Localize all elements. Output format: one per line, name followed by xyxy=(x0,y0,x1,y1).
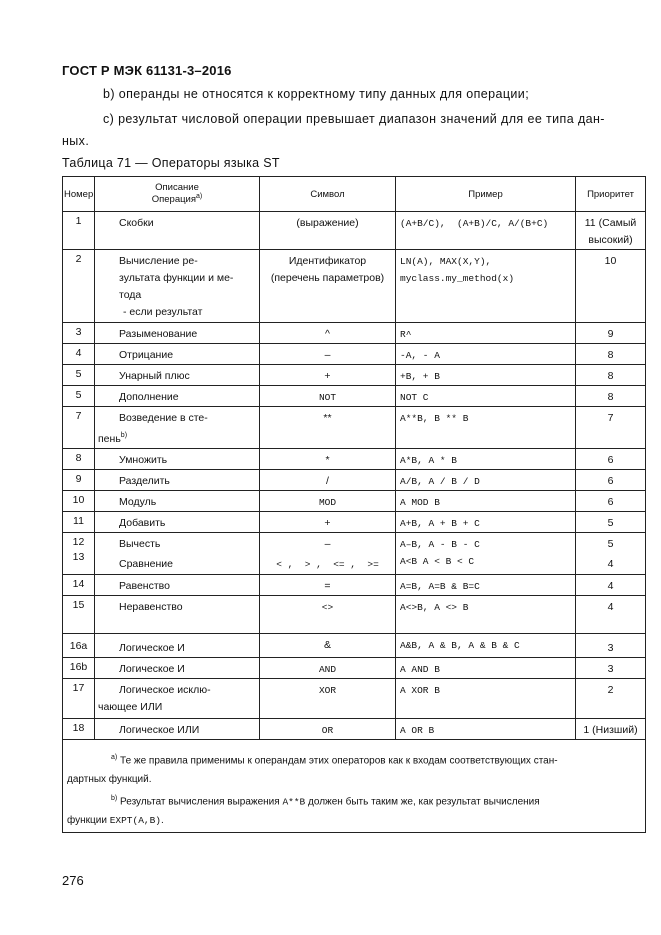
cell-example: A<>B, A <> B xyxy=(396,595,576,633)
cell-operation-line: зультата функции и ме- xyxy=(119,272,234,284)
cell-example xyxy=(396,250,576,323)
table-row xyxy=(63,633,646,657)
cell-num: 16a xyxy=(63,633,95,657)
cell-num: 16b xyxy=(63,657,95,678)
header-priority: Приоритет xyxy=(576,177,646,212)
cell-operation: Логическое ИЛИ xyxy=(95,718,260,739)
cell-operation: Скобки xyxy=(95,212,260,250)
cell-num: 5 xyxy=(63,386,95,407)
footnote-a-mark: a) xyxy=(111,753,118,761)
cell-num: 3 xyxy=(63,323,95,344)
cell-operation-line: Вычесть xyxy=(119,537,161,550)
cell-num-line: 13 xyxy=(72,550,85,563)
cell-priority: 2 xyxy=(576,678,646,718)
cell-num: 2 xyxy=(63,250,95,323)
footnote-b-mark: b) xyxy=(111,794,118,802)
cell-operation: Добавить xyxy=(95,511,260,532)
footnote-b-code: A**B xyxy=(282,796,306,808)
cell-num: 5 xyxy=(63,365,95,386)
cell-symbol: AND xyxy=(260,657,396,678)
cell-symbol: / xyxy=(260,469,396,490)
cell-num: 17 xyxy=(63,678,95,718)
cell-example xyxy=(396,532,576,574)
cell-priority: 6 xyxy=(576,469,646,490)
cell-operation xyxy=(95,250,260,323)
cell-operation-line: - если результат xyxy=(123,306,203,318)
standard-header: ГОСТ Р МЭК 61131-3–2016 xyxy=(62,63,232,78)
cell-example: A MOD B xyxy=(396,490,576,511)
footnote-b-text: . xyxy=(161,815,164,827)
cell-example: (A+B/C), (A+B)/C, A/(B+C) xyxy=(396,212,576,250)
footnote-a-line1: Те же правила применимы к операндам этих операторов как к входам соответствующих стан- xyxy=(120,754,558,766)
cell-priority: 6 xyxy=(576,490,646,511)
cell-symbol: ^ xyxy=(260,323,396,344)
cell-priority-line: 5 xyxy=(607,537,614,550)
cell-num: 18 xyxy=(63,718,95,739)
cell-priority: 3 xyxy=(576,657,646,678)
cell-example: A+B, A + B + C xyxy=(396,511,576,532)
cell-priority: 10 xyxy=(576,250,646,323)
table-row xyxy=(63,250,646,323)
paragraph-b: b) операнды не относятся к корректному типу данных для операции; xyxy=(103,87,530,101)
operators-table xyxy=(62,176,646,833)
cell-symbol: MOD xyxy=(260,490,396,511)
cell-symbol xyxy=(260,250,396,323)
table-row xyxy=(63,718,646,739)
cell-example: A=B, A=B & B=C xyxy=(396,574,576,595)
table-header-row xyxy=(63,177,646,212)
table-row xyxy=(63,657,646,678)
footnote-b-text: должен быть таким же, как результат вычисления xyxy=(308,796,540,808)
cell-priority: 8 xyxy=(576,344,646,365)
table-row xyxy=(63,323,646,344)
cell-priority: 7 xyxy=(576,407,646,449)
cell-symbol xyxy=(260,532,396,574)
cell-operation: Логическое И xyxy=(95,633,260,657)
table-row xyxy=(63,365,646,386)
cell-operation-line: Возведение в сте- xyxy=(119,412,208,424)
footnote-b-text: функции xyxy=(67,815,107,827)
cell-operation-line: Логическое исклю- xyxy=(119,683,211,696)
table-caption: Таблица 71 — Операторы языка ST xyxy=(62,156,280,170)
cell-priority-line: 4 xyxy=(607,557,614,570)
cell-symbol: & xyxy=(260,633,396,657)
cell-priority: 8 xyxy=(576,365,646,386)
table-row xyxy=(63,448,646,469)
cell-num: 14 xyxy=(63,574,95,595)
header-num: Номер xyxy=(63,177,95,212)
cell-operation: Дополнение xyxy=(95,386,260,407)
cell-symbol-line: (перечень параметров) xyxy=(270,272,385,284)
cell-num: 8 xyxy=(63,448,95,469)
cell-num xyxy=(63,532,95,574)
cell-example: A AND B xyxy=(396,657,576,678)
cell-operation xyxy=(95,678,260,718)
paragraph-c-line2: ных. xyxy=(62,134,90,148)
cell-priority: 5 xyxy=(576,511,646,532)
cell-symbol: (выражение) xyxy=(260,212,396,250)
footnote-b-code: EXPT(A,B) xyxy=(109,815,162,827)
cell-example: A**B, B ** B xyxy=(396,407,576,449)
cell-operation xyxy=(95,407,260,449)
cell-symbol-line: – xyxy=(324,537,331,550)
table-row xyxy=(63,532,646,574)
cell-operation: Разделить xyxy=(95,469,260,490)
cell-num: 11 xyxy=(63,511,95,532)
cell-priority: 9 xyxy=(576,323,646,344)
cell-symbol: OR xyxy=(260,718,396,739)
cell-example: A*B, A * B xyxy=(396,448,576,469)
cell-priority: 11 (Самый высокий) xyxy=(576,212,646,250)
cell-operation-line: тода xyxy=(119,289,142,301)
cell-operation: Неравенство xyxy=(95,595,260,633)
paragraph-c-line1: c) результат числовой операции превышает диапазон значений для ее типа дан- xyxy=(103,112,605,126)
header-operation-line1: Описание xyxy=(155,182,199,194)
table-row xyxy=(63,678,646,718)
table-footnotes xyxy=(63,739,646,833)
cell-symbol: ** xyxy=(260,407,396,449)
cell-example-line: A–B, A - B - C xyxy=(400,538,480,550)
cell-example: A/B, A / B / D xyxy=(396,469,576,490)
cell-symbol: NOT xyxy=(260,386,396,407)
cell-example-line: A<B A < B < C xyxy=(400,555,475,567)
table-row xyxy=(63,595,646,633)
cell-operation: Умножить xyxy=(95,448,260,469)
cell-num: 15 xyxy=(63,595,95,633)
cell-symbol: – xyxy=(260,344,396,365)
cell-symbol: * xyxy=(260,448,396,469)
cell-operation-line: Вычисление ре- xyxy=(119,255,198,267)
cell-operation-line: Сравнение xyxy=(119,557,173,570)
cell-example: -A, - A xyxy=(396,344,576,365)
table-row xyxy=(63,469,646,490)
cell-num: 1 xyxy=(63,212,95,250)
header-operation xyxy=(95,177,260,212)
table-row xyxy=(63,212,646,250)
table-row xyxy=(63,344,646,365)
cell-num: 9 xyxy=(63,469,95,490)
cell-operation: Унарный плюс xyxy=(95,365,260,386)
cell-example: A OR B xyxy=(396,718,576,739)
cell-example: R^ xyxy=(396,323,576,344)
cell-priority: 4 xyxy=(576,595,646,633)
cell-example: +B, + B xyxy=(396,365,576,386)
footnote-a-ref: a) xyxy=(196,193,203,201)
table-row xyxy=(63,574,646,595)
cell-example: A XOR B xyxy=(396,678,576,718)
header-symbol: Символ xyxy=(260,177,396,212)
header-example: Пример xyxy=(396,177,576,212)
table-row xyxy=(63,511,646,532)
cell-operation-line: чающее ИЛИ xyxy=(98,700,163,713)
cell-num: 4 xyxy=(63,344,95,365)
cell-example-line: LN(A), MAX(X,Y), xyxy=(400,256,492,267)
table-row xyxy=(63,407,646,449)
footnote-b-ref: b) xyxy=(120,432,128,439)
cell-priority: 3 xyxy=(576,633,646,657)
cell-example-line: myclass.my_method(x) xyxy=(400,273,515,284)
cell-operation: Модуль xyxy=(95,490,260,511)
cell-example: NOT C xyxy=(396,386,576,407)
cell-example: A&B, A & B, A & B & C xyxy=(396,633,576,657)
cell-symbol-line: Идентификатор xyxy=(288,255,367,267)
cell-symbol: + xyxy=(260,365,396,386)
cell-operation xyxy=(95,532,260,574)
cell-symbol: = xyxy=(260,574,396,595)
header-operation-line2: Операция xyxy=(151,194,197,206)
footnote-b-text: Результат вычисления выражения xyxy=(120,796,280,808)
cell-num: 7 xyxy=(63,407,95,449)
cell-operation: Равенство xyxy=(95,574,260,595)
cell-priority: 1 (Низший) xyxy=(576,718,646,739)
cell-symbol: + xyxy=(260,511,396,532)
cell-operation: Разыменование xyxy=(95,323,260,344)
cell-priority: 4 xyxy=(576,574,646,595)
table-footnotes-row xyxy=(63,739,646,833)
cell-symbol: XOR xyxy=(260,678,396,718)
cell-symbol: <> xyxy=(260,595,396,633)
cell-priority: 8 xyxy=(576,386,646,407)
cell-symbol-line: < , > , <= , >= xyxy=(276,558,379,570)
cell-priority: 6 xyxy=(576,448,646,469)
cell-operation: Логическое И xyxy=(95,657,260,678)
footnote-a-line2: дартных функций. xyxy=(67,773,152,785)
cell-num: 10 xyxy=(63,490,95,511)
page-number: 276 xyxy=(62,873,84,888)
table-row xyxy=(63,386,646,407)
cell-priority xyxy=(576,532,646,574)
cell-operation-line: пень xyxy=(98,432,121,445)
cell-operation: Отрицание xyxy=(95,344,260,365)
cell-num-line: 12 xyxy=(72,535,85,548)
table-row xyxy=(63,490,646,511)
